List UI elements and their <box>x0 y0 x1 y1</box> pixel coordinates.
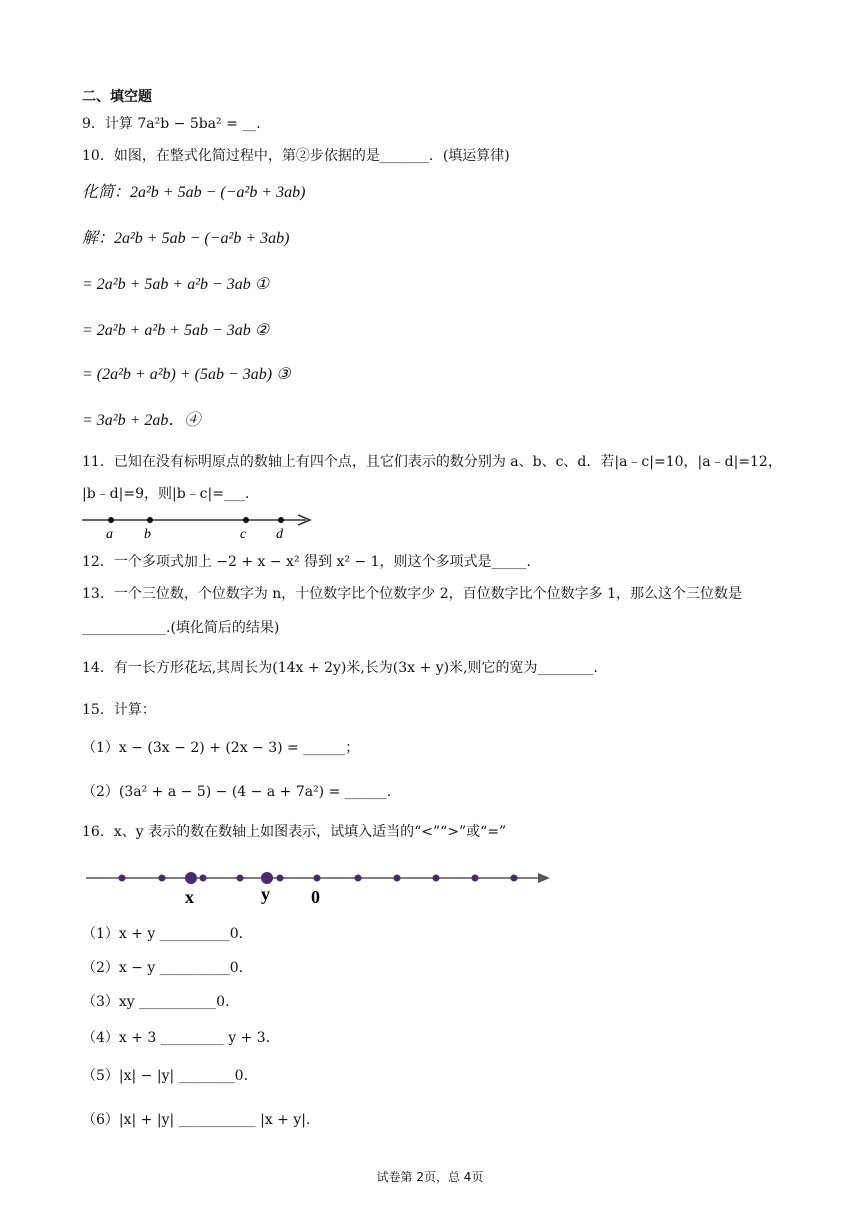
tick-dot <box>394 875 401 882</box>
point-b <box>147 517 153 523</box>
label-d: d <box>276 527 283 542</box>
question-14: 14．有一长方形花坛,其周长为(14x + 2y)米,长为(3x + y)米,则它的宽为________． <box>82 660 608 676</box>
question-11-line-2: |b﹣d|=9，则|b﹣c|=___． <box>82 486 259 502</box>
number-line-q11 <box>80 508 320 544</box>
tick-dot <box>511 875 518 882</box>
tick-dot <box>355 875 362 882</box>
question-12: 12．一个多项式加上 −2 + x − x² 得到 x² − 1，则这个多项式是_____． <box>82 554 541 570</box>
point-zero <box>314 875 321 882</box>
question-11-line-1: 11．已知在没有标明原点的数轴上有四个点，且它们表示的数分别为 a、b、c、d．若|a﹣c|=10，|a﹣d|=12， <box>82 454 782 470</box>
tick-dot <box>472 875 479 882</box>
label-b: b <box>144 527 151 542</box>
question-10-step-2: = 2a²b + a²b + 5ab − 3ab ② <box>82 322 270 339</box>
point-d <box>278 517 284 523</box>
label-zero: 0 <box>311 887 320 907</box>
label-x: x <box>185 887 194 907</box>
question-10-stem: 10．如图，在整式化简过程中，第②步依据的是_______．(填运算律) <box>82 148 510 164</box>
question-16-part-6: （6）|x| + |y| ___________ |x + y|． <box>82 1112 320 1128</box>
tick-dot <box>277 875 284 882</box>
question-10-step-4: = 3a²b + 2ab．④ <box>82 412 201 429</box>
question-15-part-1: （1）x − (3x − 2) + (2x − 3) = ______； <box>82 740 360 756</box>
question-16-part-4: （4）x + 3 _________ y + 3． <box>82 1030 280 1046</box>
tick-dot <box>119 875 126 882</box>
question-9: 9．计算 7a²b − 5ba² = __． <box>82 116 271 132</box>
question-10-step-3: = (2a²b + a²b) + (5ab − 3ab) ③ <box>82 366 291 383</box>
tick-dot <box>200 875 207 882</box>
point-c <box>243 517 249 523</box>
point-x <box>185 872 197 884</box>
tick-dot <box>237 875 244 882</box>
question-16-stem: 16．x、y 表示的数在数轴上如图表示，试填入适当的“<”“>”或“=” <box>82 824 507 840</box>
question-16-part-3: （3）xy ___________0． <box>82 994 240 1010</box>
label-a: a <box>106 527 113 542</box>
question-15-stem: 15．计算： <box>82 702 156 718</box>
point-y <box>261 872 273 884</box>
question-10-simplify: 化简：2a²b + 5ab − (−a²b + 3ab) <box>82 184 306 201</box>
section-title: 二、填空题 <box>82 89 152 105</box>
question-16-part-2: （2）x − y __________0． <box>82 960 253 976</box>
tick-dot <box>159 875 166 882</box>
label-y: y <box>261 884 270 904</box>
question-16-part-1: （1）x + y __________0． <box>82 926 253 942</box>
number-line-q16-arrow <box>538 873 550 883</box>
question-13-line-1: 13．一个三位数，个位数字为 n，十位数字比个位数字少 2，百位数字比个位数字多 1，那么这个三位数是 <box>82 586 742 602</box>
number-line-q16 <box>84 862 556 910</box>
label-c: c <box>240 527 247 542</box>
question-10-solution: 解：2a²b + 5ab − (−a²b + 3ab) <box>82 230 290 247</box>
point-a <box>108 517 114 523</box>
question-16-part-5: （5）|x| − |y| ________0． <box>82 1068 258 1084</box>
question-15-part-2: （2）(3a² + a − 5) − (4 − a + 7a²) = ______. <box>82 784 392 800</box>
question-13-line-2: ____________.(填化简后的结果) <box>82 620 280 636</box>
question-10-step-1: = 2a²b + 5ab + a²b − 3ab ① <box>82 276 270 293</box>
tick-dot <box>433 875 440 882</box>
page-footer: 试卷第 2页，总 4页 <box>376 1170 484 1184</box>
